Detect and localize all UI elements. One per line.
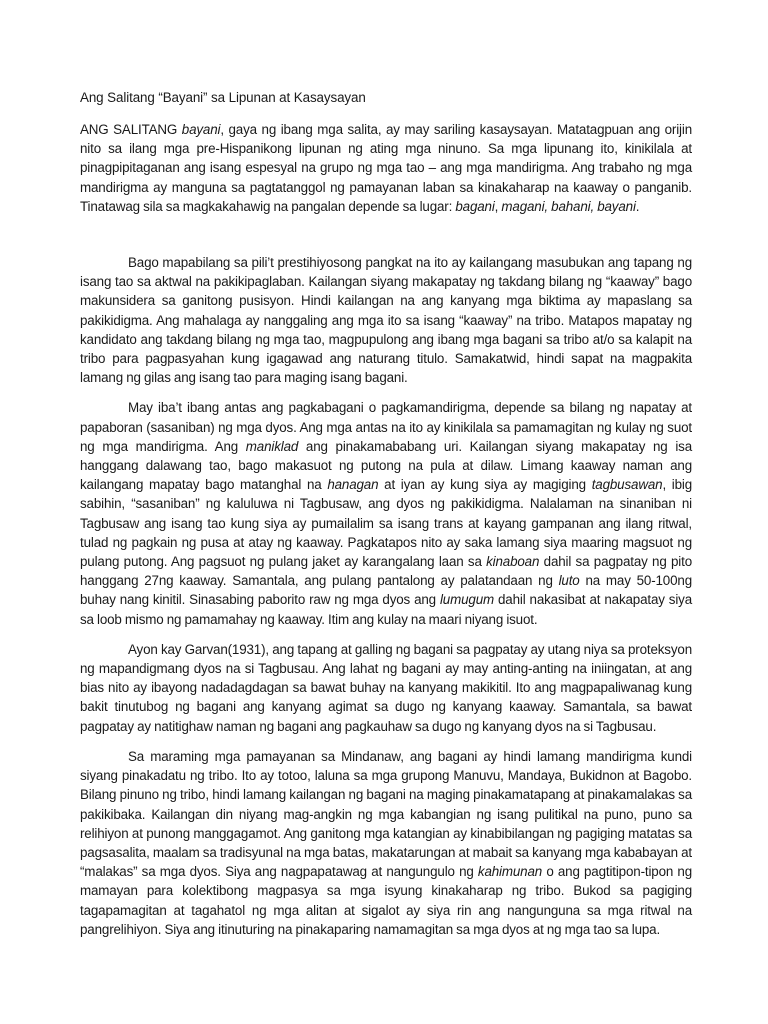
text-run: dahil sa pagpatay ng pito hanggang 27ng kaaway. Samantala, ang pulang pantalong ay palatandaan ng xyxy=(80,554,692,589)
italic-term: magani, bahani, bayani xyxy=(501,198,636,214)
text-run: Bago mapabilang sa pili’t prestihiyosong pangkat na ito ay kailangang masubukan ang tapang ng isang tao sa aktwal na pakikipaglaban. Kailangan siyang makapatay ng takdang bilang ng “kaaway” bago makunsidera sa ganitong pusisyon. Hindi kailangan na ang kanyang mga biktima ay mapaslang sa pakikidigma. Ang mahalaga ay nanggaling ang mga ito sa isang “kaaway” na tribo. Matapos mapatay ng kandidato ang takdang bilang ng mga tao, magpupulong ang ibang mga bagani sa tribo at/o sa kalapit na tribo para pagpasyahan kung igagawad ang naturang titulo. Samakatwid, hindi sapat na magpakita lamang ng gilas ang isang tao para maging isang bagani. xyxy=(80,255,692,386)
document-body xyxy=(80,120,692,939)
italic-term: tagbusawan xyxy=(591,477,663,493)
text-run: ANG SALITANG xyxy=(80,122,182,137)
document-title: Ang Salitang “Bayani” sa Lipunan at Kasaysayan xyxy=(80,90,366,105)
paragraph-2 xyxy=(80,253,692,387)
text-run: Sa maraming mga pamayanan sa Mindanaw, ang bagani ay hindi lamang mandirigma kundi siyang pinakadatu ng tribo. Ito ay totoo, laluna sa mga grupong Manuvu, Mandaya, Bukidnon at Bagobo. Bilang pinuno ng tribo, hindi lamang kailangan ng bagani na maging pinakamatapang at pinakamalakas sa pakikibaka. Kailangan din niyang mag-angkin ng mga kabangian ng isang pulitikal na puno, puno sa relihiyon at punong manggagamot. Ang ganitong mga katangian ay kinabibilangan ng pagiging matatas sa pagsasalita, maalam sa tradisyunal na mga batas, makatarungan at mabait sa kanyang mga kababayan at “malakas” sa mga dyos. Siya ang nagpapatawag at nangungulo ng xyxy=(80,748,692,880)
paragraph-1 xyxy=(80,120,692,216)
paragraph-4 xyxy=(80,640,692,736)
italic-term: bagani xyxy=(455,198,495,214)
italic-term: kinaboan xyxy=(486,554,540,570)
text-run: , xyxy=(494,198,502,214)
text-run: . xyxy=(635,198,640,214)
italic-term: lumugum xyxy=(439,592,494,608)
italic-term: hanagan xyxy=(327,477,379,493)
text-run: May iba’t ibang antas ang pagkabagani o pagkamandirigma, depende sa bilang ng napatay at papaboran (sasaniban) ng mga dyos. Ang mga antas na ito ay kinikilala sa pamamagitan ng kulay ng suot ng mga mandirigma. Ang xyxy=(80,400,692,454)
italic-term: kahimunan xyxy=(477,864,543,880)
text-run: dahil nakasibat at nakapatay siya sa loob mismo ng pamamahay ng kaaway. Itim ang kulay na maari niyang isuot. xyxy=(80,592,692,627)
italic-term: bayani xyxy=(181,122,221,137)
text-run: Ayon kay Garvan(1931), ang tapang at galling ng bagani sa pagpatay ay utang niya sa proteksyon ng mapandigmang dyos na si Tagbusau. Ang lahat ng bagani ay may anting-anting na iniingatan, at ang bias nito ay ibayong nadadagdagan sa bawat buhay na kanyang makikitil. Ito ang magpapaliwanag kung bakit tinutubog ng bagani ang kanyang agimat sa dugo ng kanyang kaaway. Samantala, sa bawat pagpatay ay natitighaw naman ng bagani ang pagkauhaw sa dugo ng kanyang dyos na si Tagbusau. xyxy=(80,641,692,734)
italic-term: maniklad xyxy=(245,438,299,454)
text-run: o ang pagtitipon-tipon ng mamayan para kolektibong magpasya sa mga isyung kinakaharap ng tribo. Bukod sa pagiging tagapamagitan at tagahatol ng mga alitan at sigalot ay siya rin ang nangunguna sa mga ritwal na pangrelihiyon. Siya ang itinuturing na pinakaparing namamagitan sa mga dyos at ng mga tao sa lupa. xyxy=(80,864,692,937)
text-run: , gaya ng ibang mga salita, ay may sariling kasaysayan. Matatagpuan ang orijin nito sa ilang mga pre-Hispanikong lipunan ng ating mga ninuno. Sa mga lipunang ito, kinikilala at pinagpipitaganan ang isang espesyal na grupo ng mga tao – ang mga mandirigma. Ang trabaho ng mga mandirigma ay manguna sa pagtatanggol ng pamayanan laban sa kinakaharap na kaaway o panganib. Tinatawag sila sa magkakahawig na pangalan depende sa lugar: xyxy=(80,122,692,214)
document-page xyxy=(80,88,692,950)
italic-term: luto xyxy=(558,573,580,589)
text-run: at iyan ay kung siya ay magiging xyxy=(378,477,592,493)
text-run: na may 50-100ng buhay nang kinitil. Sinasabing paborito raw ng mga dyos ang xyxy=(80,573,693,608)
paragraph-5 xyxy=(80,747,692,939)
paragraph-gap xyxy=(80,227,692,253)
paragraph-3 xyxy=(80,398,692,628)
text-run: , ibig sabihin, “sasaniban” ng kaluluwa ni Tagbusaw, ang dyos ng pakikidigma. Nalalaman na sinaniban ni Tagbusaw ang isang tao kung siya ay pumailalim sa isang trans at kayang gampanan ang ilang ritwal, tulad ng pagkain ng pusa at atay ng kaaway. Pagkatapos nito ay saka lamang siya maaring magsuot ng pulang putong. Ang pagsuot ng pulang jaket ay karangalang laan sa xyxy=(80,477,693,570)
text-run: ang pinakamababang uri. Kailangan siyang makapatay ng isa hanggang dalawang tao, bago makasuot ng putong na pula at dilaw. Limang kaaway naman ang kailangang mapatay bago matanghal na xyxy=(80,438,692,493)
